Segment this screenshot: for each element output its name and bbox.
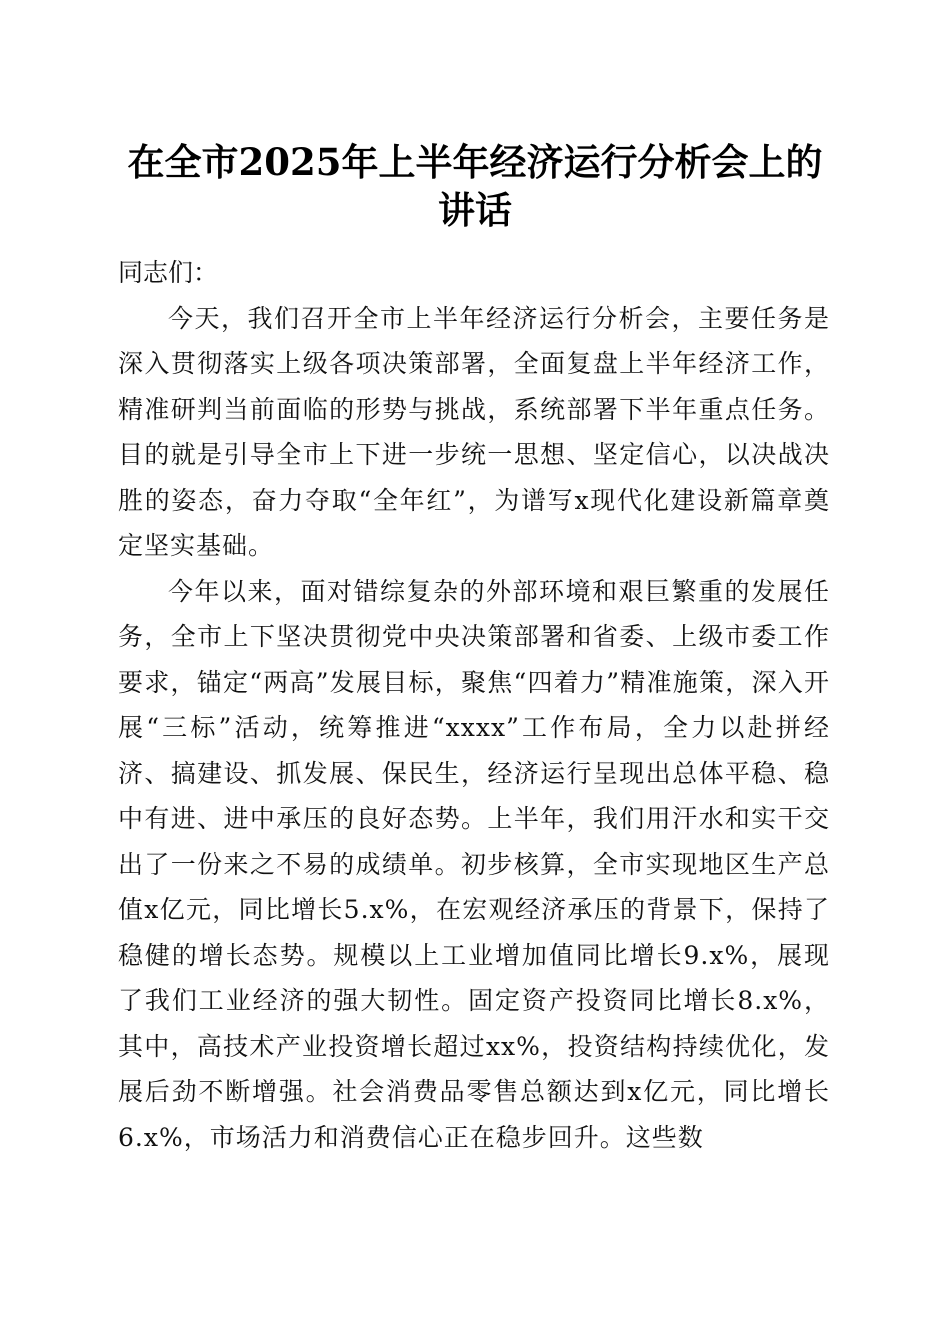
document-body bbox=[118, 250, 830, 1160]
document-title: 在全市2025年上半年经济运行分析会上的讲话 bbox=[127, 140, 823, 232]
salutation: 同志们： bbox=[118, 258, 219, 287]
paragraph-intro: 今天，我们召开全市上半年经济运行分析会，主要任务是深入贯彻落实上级各项决策部署，全面复盘上半年经济工作，精准研判当前面临的形势与挑战，系统部署下半年重点任务。目的就是引导全市上下进一步统一思想、坚定信心，以决战决胜的姿态，奋力夺取“全年红”，为谱写x现代化建设新篇章奠定坚实基础。 bbox=[118, 303, 830, 560]
paragraph-review: 今年以来，面对错综复杂的外部环境和艰巨繁重的发展任务，全市上下坚决贯彻党中央决策部署和省委、上级市委工作要求，锚定“两高”发展目标，聚焦“四着力”精准施策，深入开展“三标”活动，统筹推进“xxxx”工作布局，全力以赴拼经济、搞建设、抓发展、保民生，经济运行呈现出总体平稳、稳中有进、进中承压的良好态势。上半年，我们用汗水和实干交出了一份来之不易的成绩单。初步核算，全市实现地区生产总值x亿元，同比增长5.x%，在宏观经济承压的背景下，保持了稳健的增长态势。规模以上工业增加值同比增长9.x%，展现了我们工业经济的强大韧性。固定资产投资同比增长8.x%，其中，高技术产业投资增长超过xx%，投资结构持续优化，发展后劲不断增强。社会消费品零售总额达到x亿元，同比增长6.x%，市场活力和消费信心正在稳步回升。这些数 bbox=[118, 576, 830, 1152]
